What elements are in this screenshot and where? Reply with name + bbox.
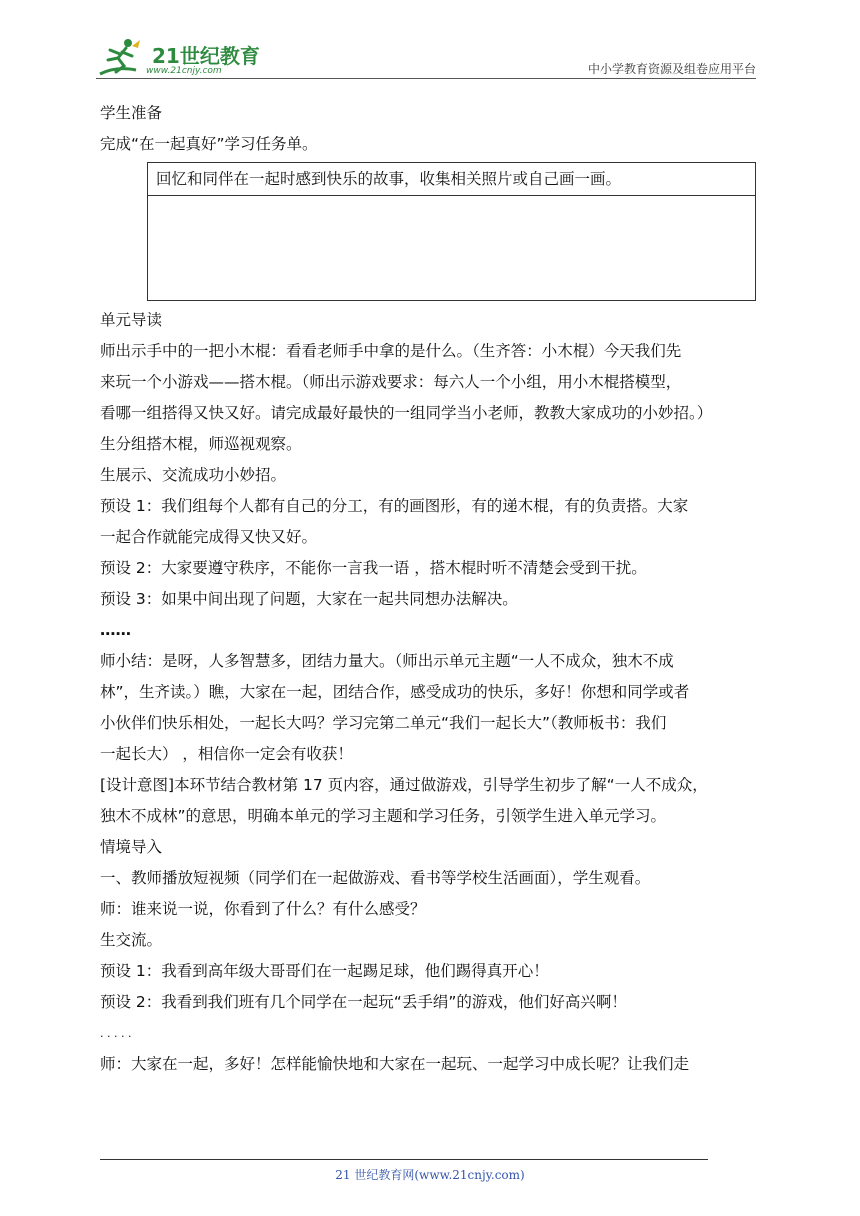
section-heading: 单元导读 [100, 311, 163, 329]
page-header [96, 30, 756, 78]
logo-text: 21世纪教育 [152, 44, 260, 68]
paragraph-line: 一起长大） ，相信你一定会有收获！ [100, 745, 353, 763]
footer-divider [100, 1159, 708, 1160]
logo [96, 36, 286, 78]
paragraph-line: 生展示、交流成功小妙招。 [100, 466, 287, 484]
paragraph-line: 来玩一个小游戏——搭木棍。（师出示游戏要求：每六人一个小组，用小木棍搭模型， [100, 373, 682, 391]
paragraph-line: 预设 3：如果中间出现了问题，大家在一起共同想办法解决。 [100, 590, 518, 608]
logo-url: www.21cnjy.com [146, 66, 222, 76]
paragraph-line: 师小结：是呀，人多智慧多，团结力量大。（师出示单元主题“一人不成众，独木不成 [100, 652, 674, 670]
task-table-body [148, 196, 755, 300]
paragraph-line: 师：谁来说一说，你看到了什么？有什么感受？ [100, 900, 426, 918]
ellipsis-line: …… [100, 621, 131, 639]
section-heading: 学生准备 [100, 104, 163, 122]
header-divider [96, 78, 756, 79]
paragraph-line: 一起合作就能完成得又快又好。 [100, 528, 318, 546]
paragraph-line: 预设 2：大家要遵守秩序，不能你一言我一语 ，搭木棍时听不清楚会受到干扰。 [100, 559, 647, 577]
paragraph-line: 师出示手中的一把小木棍：看看老师手中拿的是什么。（生齐答：小木棍）今天我们先 [100, 342, 682, 360]
design-intent-line: 独木不成林”的意思，明确本单元的学习主题和学习任务，引领学生进入单元学习。 [100, 807, 667, 825]
task-table [147, 162, 756, 301]
paragraph-line: 生交流。 [100, 931, 163, 949]
paragraph-line: 小伙伴们快乐相处，一起长大吗？学习完第二单元“我们一起长大”（教师板书：我们 [100, 714, 667, 732]
task-table-header: 回忆和同伴在一起时感到快乐的故事，收集相关照片或自己画一画。 [148, 163, 755, 196]
platform-name: 中小学教育资源及组卷应用平台 [587, 62, 756, 76]
section-heading: 情境导入 [100, 838, 163, 856]
footer-text: 21 世纪教育网(www.21cnjy.com) [335, 1168, 525, 1182]
design-intent-line: [设计意图]本环节结合教材第 17 页内容，通过做游戏，引导学生初步了解“一人不成众， [100, 776, 708, 794]
paragraph-line: 一、教师播放短视频（同学们在一起做游戏、看书等学校生活画面），学生观看。 [100, 869, 651, 887]
runner-logo-icon [96, 36, 152, 78]
paragraph-line: 完成“在一起真好”学习任务单。 [100, 135, 318, 153]
paragraph-line: 看哪一组搭得又快又好。请完成最好最快的一组同学当小老师，教教大家成功的小妙招。） [100, 404, 713, 422]
paragraph-line: 师：大家在一起，多好！怎样能愉快地和大家在一起玩、一起学习中成长呢？让我们走 [100, 1055, 690, 1073]
paragraph-line: 林”，生齐读。）瞧，大家在一起，团结合作，感受成功的快乐，多好！你想和同学或者 [100, 683, 690, 701]
paragraph-line: 预设 1：我们组每个人都有自己的分工，有的画图形，有的递木棍，有的负责搭。大家 [100, 497, 689, 515]
ellipsis-line: . . . . . [100, 1027, 132, 1040]
document-body [100, 98, 776, 1080]
paragraph-line: 生分组搭木棍，师巡视观察。 [100, 435, 302, 453]
paragraph-line: 预设 2：我看到我们班有几个同学在一起玩“丢手绢”的游戏，他们好高兴啊！ [100, 993, 627, 1011]
paragraph-line: 预设 1：我看到高年级大哥哥们在一起踢足球，他们踢得真开心！ [100, 962, 549, 980]
